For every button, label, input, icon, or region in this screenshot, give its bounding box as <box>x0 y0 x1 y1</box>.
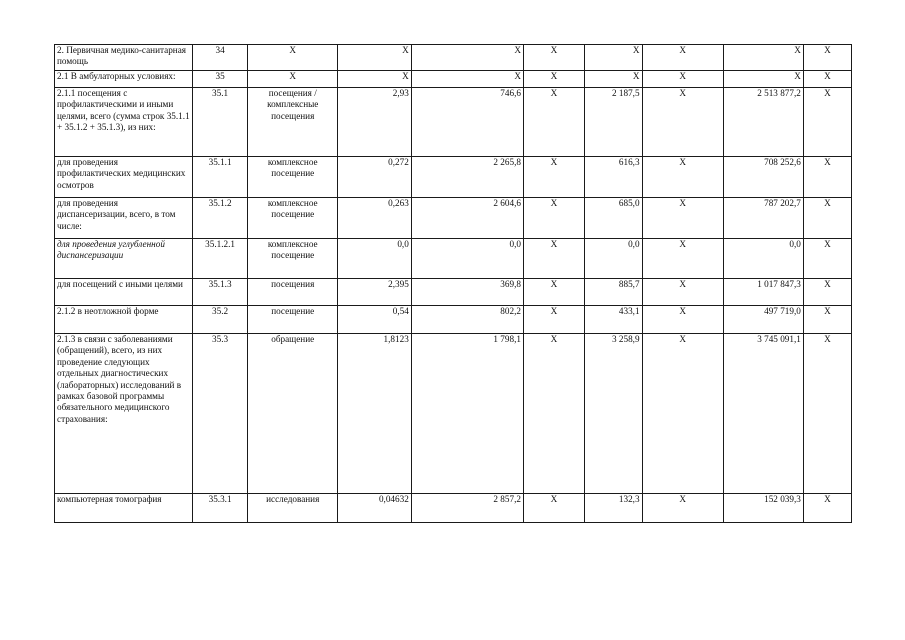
budget-per-capita-cell: X <box>523 306 584 334</box>
cost-per-unit-cell: X <box>411 71 523 88</box>
budget-per-capita-cell: X <box>523 279 584 306</box>
cost-per-unit-cell: 1 798,1 <box>411 334 523 494</box>
budget-per-capita-cell: X <box>523 494 584 523</box>
oms-per-capita-cell: X <box>584 45 642 71</box>
budget-total-cell: X <box>642 239 723 279</box>
share-cell: X <box>803 45 851 71</box>
table-row <box>55 494 852 523</box>
budget-per-capita-cell: X <box>523 45 584 71</box>
table-row <box>55 88 852 157</box>
oms-total-cell: X <box>723 45 803 71</box>
unit-cell: комплексное посещение <box>248 239 338 279</box>
norm-volume-cell: 0,272 <box>338 157 412 198</box>
norm-volume-cell: 1,8123 <box>338 334 412 494</box>
cost-per-unit-cell: 369,8 <box>411 279 523 306</box>
share-cell: X <box>803 334 851 494</box>
oms-total-cell: 497 719,0 <box>723 306 803 334</box>
budget-total-cell: X <box>642 45 723 71</box>
share-cell: X <box>803 494 851 523</box>
oms-total-cell: 3 745 091,1 <box>723 334 803 494</box>
norm-volume-cell: X <box>338 45 412 71</box>
row-number-cell: 35 <box>192 71 248 88</box>
share-cell: X <box>803 71 851 88</box>
row-number-cell: 35.2 <box>192 306 248 334</box>
norm-volume-cell: 0,54 <box>338 306 412 334</box>
row-number-cell: 35.1 <box>192 88 248 157</box>
oms-per-capita-cell: 433,1 <box>584 306 642 334</box>
norm-volume-cell: 0,0 <box>338 239 412 279</box>
norm-volume-cell: X <box>338 71 412 88</box>
row-number-cell: 35.1.1 <box>192 157 248 198</box>
cost-per-unit-cell: X <box>411 45 523 71</box>
budget-per-capita-cell: X <box>523 334 584 494</box>
row-name-cell: 2.1 В амбулаторных условиях: <box>55 71 193 88</box>
table-row <box>55 157 852 198</box>
unit-cell: посещение <box>248 306 338 334</box>
oms-per-capita-cell: 3 258,9 <box>584 334 642 494</box>
row-number-cell: 35.3.1 <box>192 494 248 523</box>
budget-per-capita-cell: X <box>523 71 584 88</box>
oms-per-capita-cell: 0,0 <box>584 239 642 279</box>
row-number-cell: 35.1.2 <box>192 198 248 239</box>
oms-total-cell: X <box>723 71 803 88</box>
oms-total-cell: 152 039,3 <box>723 494 803 523</box>
oms-total-cell: 2 513 877,2 <box>723 88 803 157</box>
unit-cell: обращение <box>248 334 338 494</box>
unit-cell: X <box>248 45 338 71</box>
unit-cell: посещения <box>248 279 338 306</box>
budget-per-capita-cell: X <box>523 198 584 239</box>
budget-total-cell: X <box>642 334 723 494</box>
row-name-cell: для проведения профилактических медицинских осмотров <box>55 157 193 198</box>
share-cell: X <box>803 157 851 198</box>
budget-total-cell: X <box>642 279 723 306</box>
oms-total-cell: 787 202,7 <box>723 198 803 239</box>
cost-per-unit-cell: 802,2 <box>411 306 523 334</box>
budget-total-cell: X <box>642 157 723 198</box>
table-row <box>55 334 852 494</box>
table-row <box>55 45 852 71</box>
norm-volume-cell: 2,93 <box>338 88 412 157</box>
row-number-cell: 35.1.3 <box>192 279 248 306</box>
unit-cell: X <box>248 71 338 88</box>
budget-total-cell: X <box>642 88 723 157</box>
share-cell: X <box>803 198 851 239</box>
norm-volume-cell: 0,04632 <box>338 494 412 523</box>
row-name-cell: для проведения углубленной диспансеризации <box>55 239 193 279</box>
oms-total-cell: 708 252,6 <box>723 157 803 198</box>
unit-cell: комплексное посещение <box>248 198 338 239</box>
oms-per-capita-cell: 132,3 <box>584 494 642 523</box>
oms-per-capita-cell: 616,3 <box>584 157 642 198</box>
row-number-cell: 35.1.2.1 <box>192 239 248 279</box>
share-cell: X <box>803 306 851 334</box>
unit-cell: посещения / комплексные посещения <box>248 88 338 157</box>
table-row <box>55 279 852 306</box>
row-name-cell: 2.1.3 в связи с заболеваниями (обращений), всего, из них проведение следующих отдельных диагностических (лабораторных) исследований в рамках базовой программы обязательного медицинского страхования: <box>55 334 193 494</box>
share-cell: X <box>803 239 851 279</box>
table-row <box>55 306 852 334</box>
row-name-cell: 2.1.1 посещения с профилактическими и иными целями, всего (сумма строк 35.1.1 + 35.1.2 + 35.1.3), из них: <box>55 88 193 157</box>
table-row <box>55 239 852 279</box>
norm-volume-cell: 0,263 <box>338 198 412 239</box>
row-name-cell: для посещений с иными целями <box>55 279 193 306</box>
budget-total-cell: X <box>642 306 723 334</box>
norm-volume-cell: 2,395 <box>338 279 412 306</box>
cost-per-unit-cell: 0,0 <box>411 239 523 279</box>
unit-cell: исследования <box>248 494 338 523</box>
budget-total-cell: X <box>642 494 723 523</box>
oms-per-capita-cell: 685,0 <box>584 198 642 239</box>
row-name-cell: 2.1.2 в неотложной форме <box>55 306 193 334</box>
budget-per-capita-cell: X <box>523 157 584 198</box>
oms-total-cell: 0,0 <box>723 239 803 279</box>
oms-per-capita-cell: 885,7 <box>584 279 642 306</box>
row-number-cell: 34 <box>192 45 248 71</box>
table-row <box>55 198 852 239</box>
row-name-cell: 2. Первичная медико-санитарная помощь <box>55 45 193 71</box>
cost-per-unit-cell: 2 857,2 <box>411 494 523 523</box>
cost-per-unit-cell: 746,6 <box>411 88 523 157</box>
row-name-cell: компьютерная томография <box>55 494 193 523</box>
budget-total-cell: X <box>642 198 723 239</box>
unit-cell: комплексное посещение <box>248 157 338 198</box>
oms-per-capita-cell: X <box>584 71 642 88</box>
budget-per-capita-cell: X <box>523 88 584 157</box>
cost-per-unit-cell: 2 265,8 <box>411 157 523 198</box>
share-cell: X <box>803 279 851 306</box>
program-volume-table <box>54 44 852 523</box>
row-name-cell: для проведения диспансеризации, всего, в том числе: <box>55 198 193 239</box>
oms-per-capita-cell: 2 187,5 <box>584 88 642 157</box>
row-number-cell: 35.3 <box>192 334 248 494</box>
oms-total-cell: 1 017 847,3 <box>723 279 803 306</box>
budget-per-capita-cell: X <box>523 239 584 279</box>
cost-per-unit-cell: 2 604,6 <box>411 198 523 239</box>
share-cell: X <box>803 88 851 157</box>
table-row <box>55 71 852 88</box>
budget-total-cell: X <box>642 71 723 88</box>
